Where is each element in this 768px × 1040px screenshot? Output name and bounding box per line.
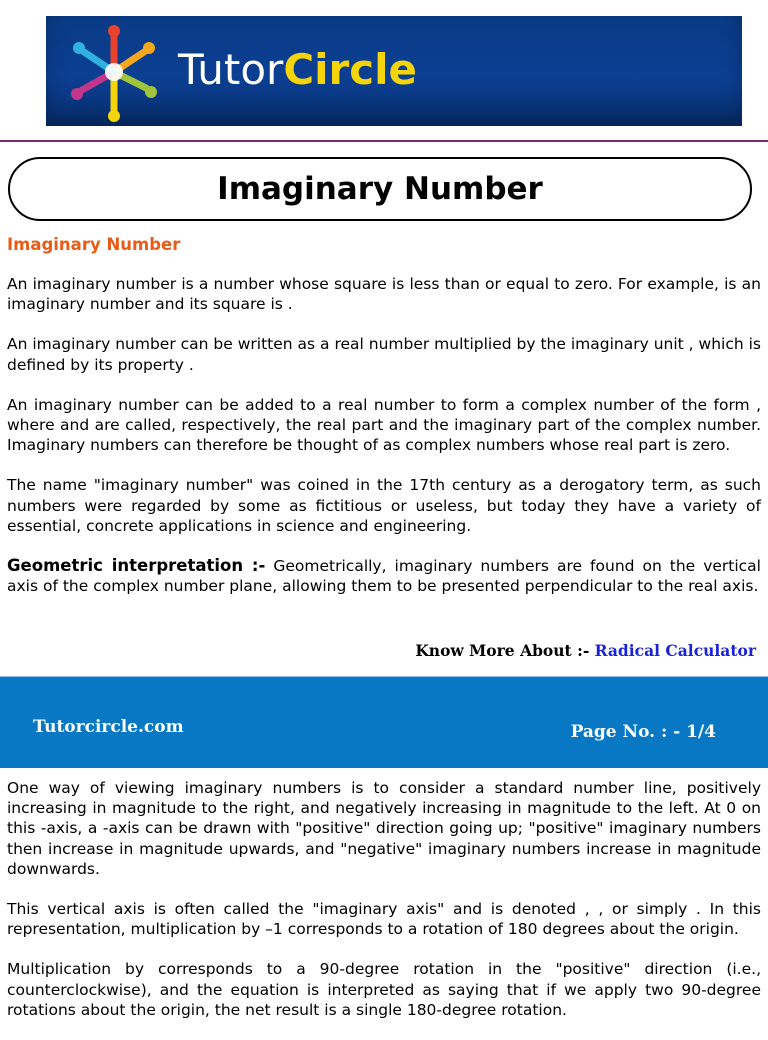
logo-text-circle: Circle <box>283 45 418 94</box>
footer-page-number: Page No. : - 1/4 <box>570 722 716 742</box>
geometric-label: Geometric interpretation :- <box>7 556 266 576</box>
geometric-text: Geometrically, imaginary numbers are found on the vertical axis of the complex number plane, allowing them to be presented perpendicular to the real axis. <box>7 557 761 596</box>
section-heading: Imaginary Number <box>7 235 181 254</box>
footer-site-name: Tutorcircle.com <box>33 717 184 737</box>
paragraph-history: The name "imaginary number" was coined in the 17th century as a derogatory term, as such numbers were regarded by some as fictitious or useless, but today they have a variety of essential, concrete applications in science and engineering. <box>7 476 761 535</box>
know-more-line <box>0 641 756 660</box>
continued-content <box>7 778 761 1040</box>
page-footer <box>0 676 768 768</box>
tutorcircle-logo-text <box>178 44 417 96</box>
paragraph-number-line: One way of viewing imaginary numbers is to consider a standard number line, positively increasing in magnitude to the right, and negatively increasing in magnitude to the left. At 0 on this -axis, a -axis can be drawn with "positive" direction going up; "positive" imaginary numbers then increase in magnitude upwards, and "negative" imaginary numbers increase in magnitude downwards. <box>7 779 761 878</box>
paragraph-rotation: Multiplication by corresponds to a 90-degree rotation in the "positive" direction (i.e., counterclockwise), and the equation is interpreted as saying that if we apply two 90-degree rotations about the origin, the net result is a single 180-degree rotation. <box>7 960 761 1019</box>
paragraph-imaginary-axis: This vertical axis is often called the "imaginary axis" and is denoted , , or simply . In this representation, multiplication by –1 corresponds to a rotation of 180 degrees about the origin. <box>7 900 761 939</box>
main-content <box>7 234 761 616</box>
paragraph-complex-number: An imaginary number can be added to a real number to form a complex number of the form , where and are called, respectively, the real part and the imaginary part of the complex number. Imaginary numbers can therefore be thought of as complex numbers whose real part is zero. <box>7 395 761 455</box>
radical-calculator-link[interactable]: Radical Calculator <box>594 641 756 660</box>
header-divider <box>0 140 768 142</box>
know-more-label: Know More About :- <box>415 641 595 660</box>
header-banner <box>46 16 742 126</box>
paragraph-definition: An imaginary number is a number whose square is less than or equal to zero. For example, is an imaginary number and its square is . <box>7 275 761 314</box>
tutorcircle-logo-icon <box>62 22 166 122</box>
page-title: Imaginary Number <box>8 157 752 221</box>
logo-text-tutor: Tutor <box>178 45 284 94</box>
paragraph-imaginary-unit: An imaginary number can be written as a real number multiplied by the imaginary unit , which is defined by its property . <box>7 335 761 374</box>
paragraph-geometric <box>7 556 761 596</box>
